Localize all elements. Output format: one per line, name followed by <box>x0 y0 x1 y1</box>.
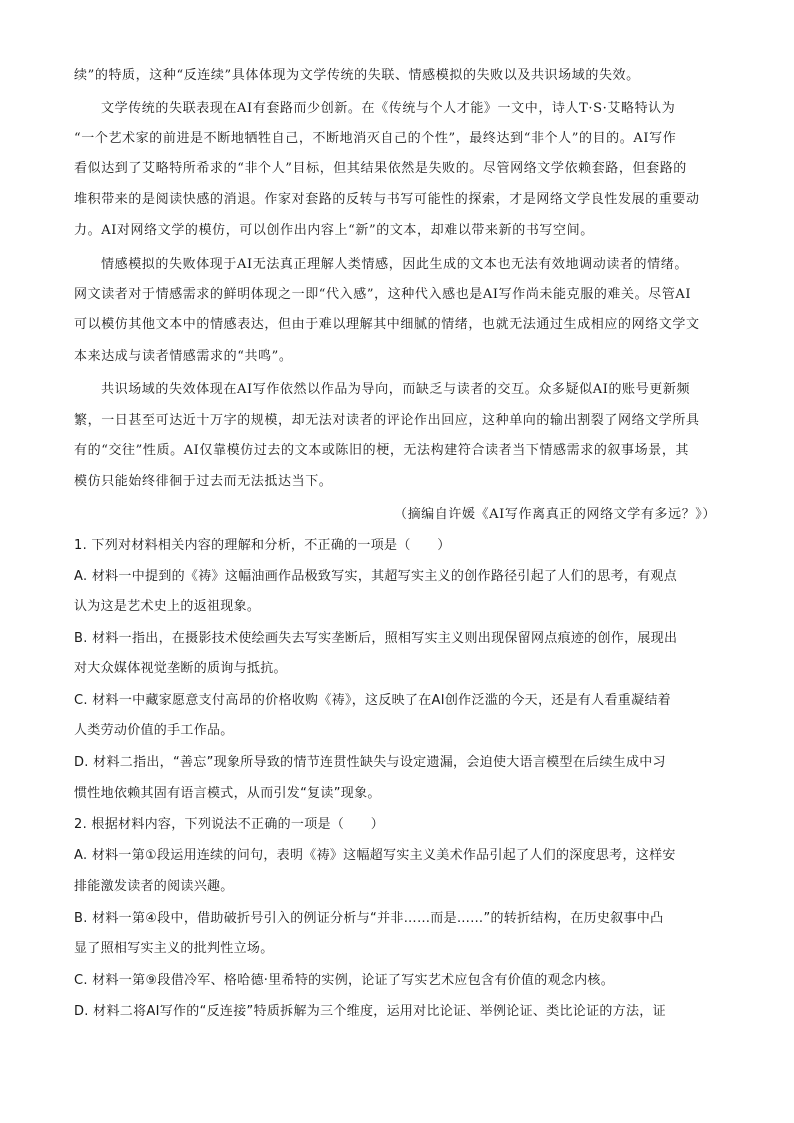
passage-line: “一个艺术家的前进是不断地牺牲自己，不断地消灭自己的个性”，最终达到“非个人”的目的。AI写作 <box>74 131 677 146</box>
question-line: 排能激发读者的阅读兴趣。 <box>74 879 234 894</box>
question-line: 2. 根据材料内容，下列说法不正确的一项是（ ） <box>74 817 385 832</box>
question-line: C. 材料一第⑨段借冷军、格哈德·里希特的实例，论证了写实艺术应包含有价值的观念内核。 <box>74 973 615 988</box>
question-line: 认为这是艺术史上的返祖现象。 <box>74 599 261 614</box>
passage-line: 情感模拟的失败体现于AI无法真正理解人类情感，因此生成的文本也无法有效地调动读者的情绪。 <box>101 257 688 272</box>
passage-line: 网文读者对于情感需求的鲜明体现之一即“代入感”，这种代入感也是AI写作尚未能克服的难关。尽管AI <box>74 287 692 302</box>
passage-line: 看似达到了艾略特所希求的“非个人”目标，但其结果依然是失败的。尽管网络文学依赖套路，但套路的 <box>74 161 687 176</box>
passage-line: 续”的特质，这种“反连续”具体体现为文学传统的失联、情感模拟的失败以及共识场域的失效。 <box>74 68 640 83</box>
passage-line: 文学传统的失联表现在AI有套路而少创新。在《传统与个人才能》一文中，诗人T·S·艾略特认为 <box>101 101 676 116</box>
question-line: D. 材料二指出，“善忘”现象所导致的情节连贯性缺失与设定遗漏，会迫使大语言模型在后续生成中习 <box>74 755 666 770</box>
passage-line: 本来达成与读者情感需求的“共鸣”。 <box>74 349 293 364</box>
question-line: 惯性地依赖其固有语言模式，从而引发“复读”现象。 <box>74 786 381 801</box>
question-line: A. 材料一中提到的《祷》这幅油画作品极致写实，其超写实主义的创作路径引起了人们的思考，有观点 <box>74 569 678 584</box>
passage-source: （摘编自许媛《AI写作离真正的网络文学有多远？》） <box>393 507 716 522</box>
passage-line: 共识场域的失效体现在AI写作依然以作品为导向，而缺乏与读者的交互。众多疑似AI的账号更新频 <box>101 382 691 397</box>
question-line: 对大众媒体视觉垄断的质询与抵抗。 <box>74 661 287 676</box>
passage-line: 繁，一日甚至可达近十万字的规模，却无法对读者的评论作出回应，这种单向的输出割裂了网络文学所具 <box>74 413 700 428</box>
question-line: 人类劳动价值的手工作品。 <box>74 723 234 738</box>
question-line: B. 材料一第④段中，借助破折号引入的例证分析与“并非……而是……”的转折结构，在历史叙事中凸 <box>74 911 664 926</box>
question-line: B. 材料一指出，在摄影技术使绘画失去写实垄断后，照相写实主义则出现保留网点痕迹的创作，展现出 <box>74 631 678 646</box>
question-line: 显了照相写实主义的批判性立场。 <box>74 941 274 956</box>
question-line: C. 材料一中藏家愿意支付高昂的价格收购《祷》，这反映了在AI创作泛滥的今天，还是有人看重凝结着 <box>74 693 671 708</box>
passage-line: 可以模仿其他文本中的情感表达，但由于难以理解其中细腻的情绪，也就无法通过生成相应的网络文学文 <box>74 317 700 332</box>
passage-line: 模仿只能始终徘徊于过去而无法抵达当下。 <box>74 474 333 489</box>
question-line: D. 材料二将AI写作的“反连接”特质拆解为三个维度，运用对比论证、举例论证、类比论证的方法，证 <box>74 1004 666 1019</box>
passage-line: 力。AI对网络文学的模仿，可以创作出内容上“新”的文本，却难以带来新的书写空间。 <box>74 223 594 238</box>
passage-line: 有的“交往”性质。AI仅靠模仿过去的文本或陈旧的梗，无法构建符合读者当下情感需求的叙事场景，其 <box>74 443 690 458</box>
question-line: A. 材料一第①段运用连续的问句，表明《祷》这幅超写实主义美术作品引起了人们的深度思考，这样安 <box>74 848 676 863</box>
question-line: 1. 下列对材料相关内容的理解和分析，不正确的一项是（ ） <box>74 538 451 553</box>
passage-line: 堆积带来的是阅读快感的消退。作家对套路的反转与书写可能性的探索，才是网络文学良性发展的重要动 <box>74 192 700 207</box>
